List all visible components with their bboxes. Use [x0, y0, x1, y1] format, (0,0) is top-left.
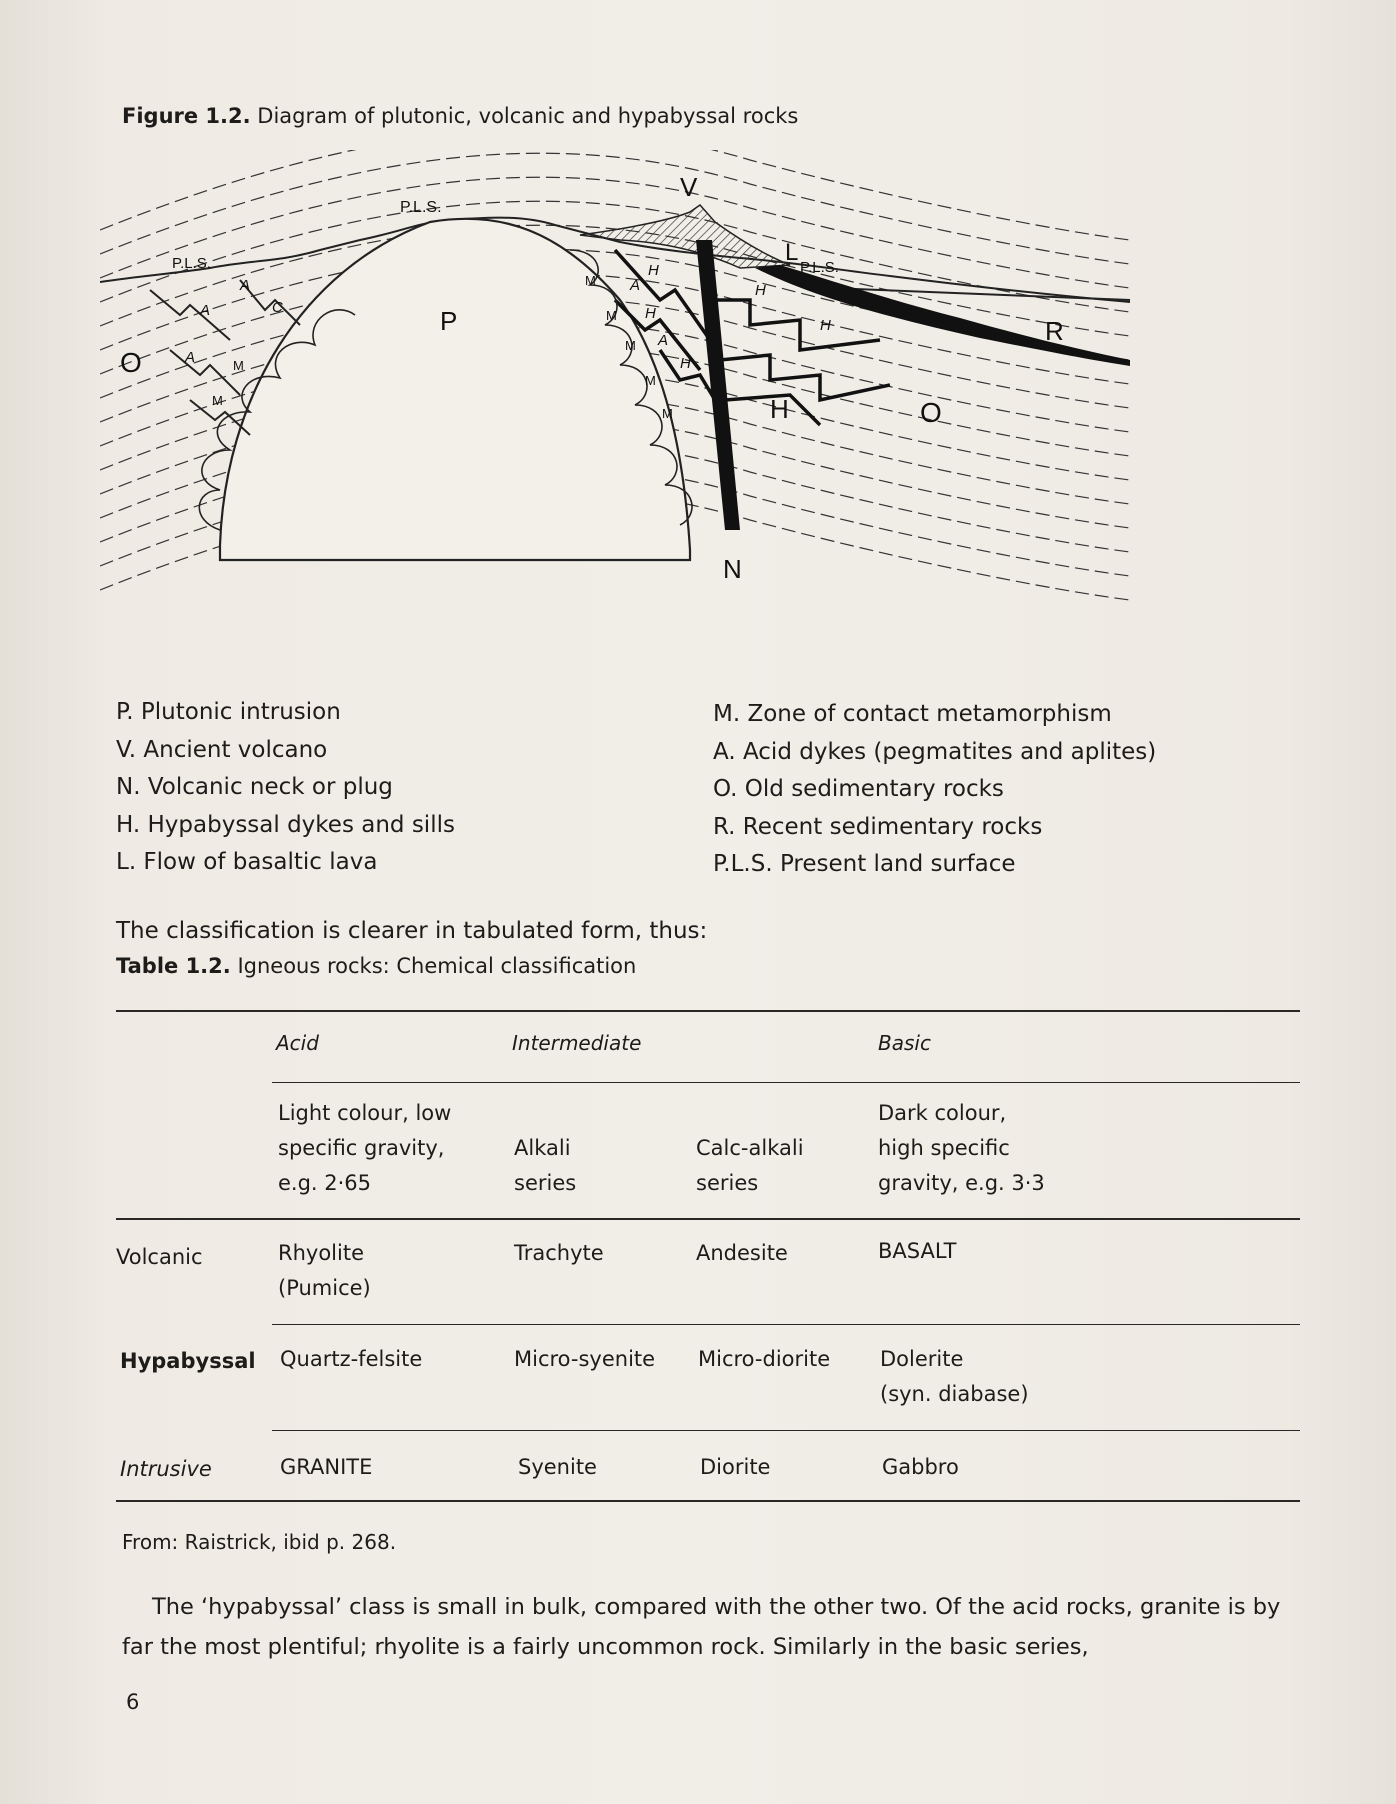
volcanic-neck	[696, 240, 740, 530]
label-m5: M	[625, 338, 636, 353]
row-label-hypabyssal: Hypabyssal	[120, 1349, 256, 1373]
label-h3: H	[680, 355, 691, 372]
cell-micro-diorite: Micro-diorite	[698, 1347, 831, 1371]
table-rule	[116, 1218, 1300, 1220]
intro-text: The classification is clearer in tabulated form, thus:	[116, 918, 708, 944]
label-p: P	[440, 306, 458, 336]
cell-micro-syenite: Micro-syenite	[514, 1347, 656, 1371]
label-h-big: H	[770, 394, 789, 424]
table-source: From: Raistrick, ibid p. 268.	[122, 1530, 397, 1554]
page-number: 6	[126, 1690, 140, 1714]
label-pls-top: P.L.S.	[400, 199, 442, 216]
label-a2: A	[185, 349, 196, 366]
table-rule	[272, 1082, 1300, 1083]
label-h1: H	[648, 262, 659, 279]
header-intermediate: Intermediate	[512, 1031, 642, 1055]
cell-basalt: BASALT	[878, 1239, 957, 1263]
legend-item: N. Volcanic neck or plug	[116, 774, 393, 800]
label-a3: A	[240, 277, 251, 294]
label-o-left: O	[120, 347, 142, 378]
figure-caption	[122, 104, 798, 128]
desc-acid: Light colour, low specific gravity, e.g. 2·65	[278, 1101, 452, 1195]
legend-item: R. Recent sedimentary rocks	[713, 813, 1043, 840]
lava-flow	[755, 265, 1130, 366]
label-h4: H	[755, 282, 766, 299]
cell-granite: GRANITE	[280, 1455, 373, 1479]
cell-trachyte: Trachyte	[514, 1241, 604, 1265]
label-a4: A	[630, 277, 641, 294]
legend-item: L. Flow of basaltic lava	[116, 849, 378, 875]
label-m1: M	[233, 358, 244, 373]
row-label-volcanic: Volcanic	[116, 1245, 203, 1269]
label-h5: H	[820, 317, 831, 334]
table-caption-text: Igneous rocks: Chemical classification	[230, 954, 637, 978]
desc-basic: Dark colour, high specific gravity, e.g. 3·3	[878, 1101, 1045, 1195]
figure-caption-bold: Figure 1.2.	[122, 104, 251, 128]
legend-item: O. Old sedimentary rocks	[713, 776, 1004, 802]
cell-rhyolite: Rhyolite (Pumice)	[278, 1241, 371, 1300]
legend-left	[116, 694, 455, 882]
cell-diorite: Diorite	[700, 1455, 771, 1479]
label-l: L	[785, 239, 799, 266]
label-n: N	[723, 554, 742, 584]
cell-quartz-felsite: Quartz-felsite	[280, 1347, 423, 1371]
label-m4: M	[606, 308, 617, 323]
table-rule	[272, 1430, 1300, 1431]
desc-alkali: Alkali series	[514, 1136, 577, 1195]
label-c: C	[272, 299, 283, 316]
figure-caption-text: Diagram of plutonic, volcanic and hypabyssal rocks	[250, 104, 799, 128]
legend-item: V. Ancient volcano	[116, 736, 328, 763]
cell-andesite: Andesite	[696, 1241, 788, 1265]
table-rule-bottom	[116, 1500, 1300, 1502]
legend-right	[713, 696, 1156, 884]
label-h2: H	[645, 305, 656, 322]
label-pls-left: P.L.S.	[172, 255, 211, 272]
stratum-line	[100, 150, 1130, 240]
table-rule-top	[116, 1010, 1300, 1012]
legend-item: P. Plutonic intrusion	[116, 699, 341, 725]
label-a1: A	[200, 302, 211, 319]
cell-gabbro: Gabbro	[882, 1455, 959, 1479]
header-acid: Acid	[276, 1031, 319, 1055]
label-m3: M	[585, 273, 596, 288]
label-v: V	[680, 172, 698, 202]
legend-item: M. Zone of contact metamorphism	[713, 701, 1112, 727]
label-r: R	[1045, 316, 1064, 346]
label-m7: M	[662, 406, 673, 421]
label-m6: M	[645, 373, 656, 388]
legend-item: A. Acid dykes (pegmatites and aplites)	[713, 738, 1157, 765]
cell-syenite: Syenite	[518, 1455, 597, 1479]
table-caption-bold: Table 1.2.	[116, 954, 231, 978]
label-pls-right: P.L.S.	[800, 259, 839, 276]
desc-calc-alkali: Calc-alkali series	[696, 1136, 804, 1195]
body-paragraph: The ‘hypabyssal’ class is small in bulk, compared with the other two. Of the acid rocks, granite is by far the most plentiful; rhyolite is a fairly uncommon rock. Similarly in the basic series,	[122, 1594, 1281, 1660]
label-o-right: O	[920, 397, 942, 428]
legend-item: H. Hypabyssal dykes and sills	[116, 811, 455, 838]
label-a5: A	[658, 332, 669, 349]
table-rule	[272, 1324, 1300, 1325]
cell-dolerite: Dolerite (syn. diabase)	[880, 1347, 1029, 1406]
volcano-cone	[580, 205, 790, 268]
label-m2: M	[212, 393, 223, 408]
row-label-intrusive: Intrusive	[120, 1457, 212, 1481]
table-caption	[116, 954, 636, 978]
legend-item: P.L.S. Present land surface	[713, 851, 1016, 877]
header-basic: Basic	[878, 1031, 931, 1055]
geology-diagram	[100, 150, 1310, 680]
plutonic-intrusion	[220, 219, 690, 560]
